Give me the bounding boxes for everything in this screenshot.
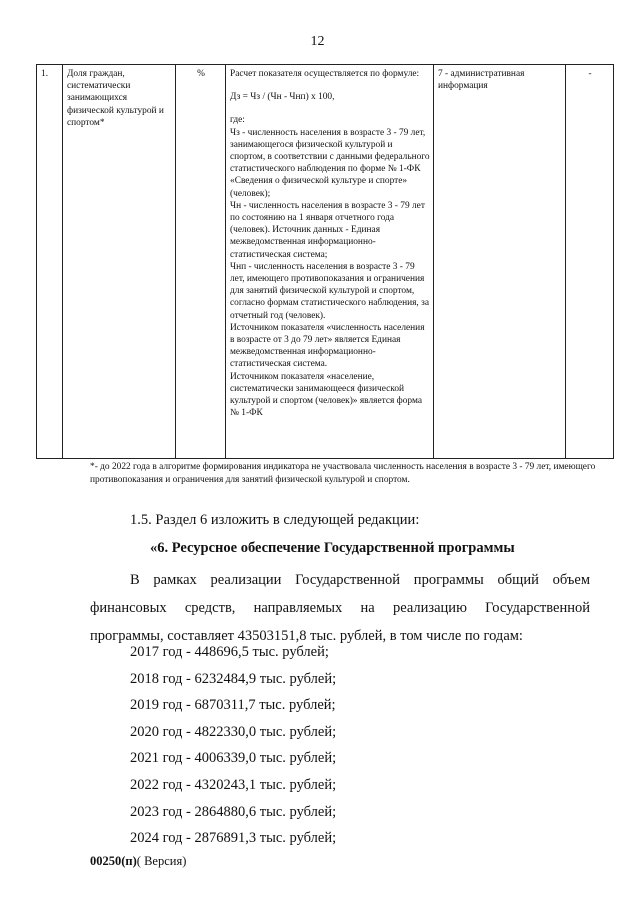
- page-number: 12: [310, 34, 325, 49]
- method-line: Чнп - численность населения в возрасте 3 - 79 лет, имеющего противопоказания и ограничения для занятий физической культурой и спортом, согласно формам статистического наблюдения, за отчетный год (человек).: [230, 261, 429, 321]
- calculation-method: [226, 65, 434, 459]
- funding-years-list: [130, 639, 336, 852]
- list-item: 2017 год - 448696,5 тыс. рублей;: [130, 644, 329, 660]
- funding-paragraph: В рамках реализации Государственной программы общий объем финансовых средств, направляемых на реализацию Государственной программы, составляет 43503151,8 тыс. рублей, в том числе по годам:: [90, 572, 590, 644]
- method-line: Чн - численность населения в возрасте 3 - 79 лет по состоянию на 1 января отчетного года (человек). Источник данных - Единая межведомственная информационно-статистическая система;: [230, 200, 425, 260]
- extra-cell: -: [566, 65, 614, 459]
- formula: Дз = Чз / (Чн - Чнп) х 100,: [230, 92, 335, 103]
- method-line: Источником показателя «численность населения в возрасте от 3 до 79 лет» является Единая межведомственная информационно-статистическая система.: [230, 322, 425, 370]
- section-intro: 1.5. Раздел 6 изложить в следующей редакции:: [130, 512, 420, 528]
- data-source: 7 - административная информация: [434, 65, 566, 459]
- method-spacer: [230, 80, 430, 91]
- row-number: 1.: [37, 65, 63, 459]
- document-code: [90, 854, 186, 869]
- section-heading: «6. Ресурсное обеспечение Государственной программы: [150, 540, 515, 556]
- list-item: 2019 год - 6870311,7 тыс. рублей;: [130, 697, 336, 714]
- list-item: 2024 год - 2876891,3 тыс. рублей;: [130, 830, 337, 847]
- document-version: ( Версия): [136, 854, 187, 868]
- method-line: Расчет показателя осуществляется по формуле:: [230, 69, 420, 79]
- list-item: 2020 год - 4822330,0 тыс. рублей;: [130, 723, 337, 740]
- list-item: 2021 год - 4006339,0 тыс. рублей;: [130, 750, 337, 767]
- document-code-number: 00250(п): [90, 854, 137, 868]
- indicator-name: Доля граждан, систематически занимающихся физической культурой и спортом*: [63, 65, 176, 459]
- table-footnote: *- до 2022 года в алгоритме формирования индикатора не участвовала численность населения в возрасте 3 - 79 лет, имеющего противопоказания и ограничения для занятий физической культурой и спортом.: [90, 462, 596, 485]
- indicator-table: [36, 64, 614, 459]
- list-item: 2022 год - 4320243,1 тыс. рублей;: [130, 776, 337, 793]
- method-spacer: [230, 103, 430, 114]
- list-item: 2018 год - 6232484,9 тыс. рублей;: [130, 670, 337, 687]
- method-line: Источником показателя «население, систематически занимающееся физической культурой и спортом (человек)» является форма № 1-ФК: [230, 371, 422, 419]
- unit-cell: %: [176, 65, 226, 459]
- table-row: [37, 65, 614, 459]
- method-line: где:: [230, 115, 245, 126]
- method-line: Чз - численность населения в возрасте 3 - 79 лет, занимающегося физической культурой и спортом, в соответствии с данными федерального статистического наблюдения по форме № 1-ФК «Сведения о физической культуре и спорте» (человек);: [230, 127, 430, 199]
- list-item: 2023 год - 2864880,6 тыс. рублей;: [130, 803, 337, 820]
